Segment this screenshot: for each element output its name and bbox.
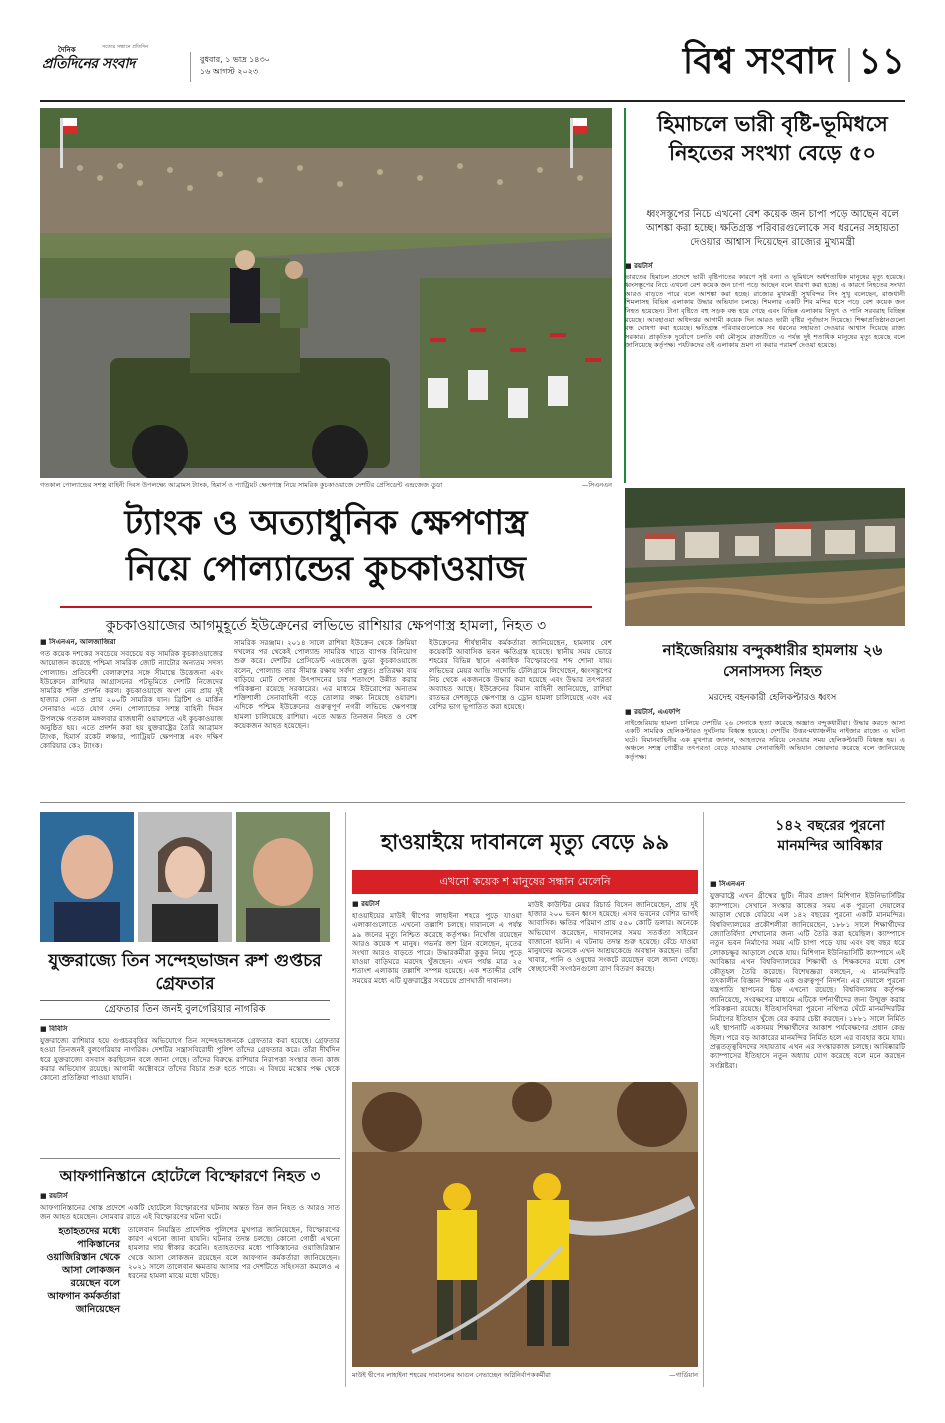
- himachal-body: [625, 262, 905, 482]
- nigeria-body-text: নাইজেরিয়ায় হামলা চালিয়ে দেশটির ২৬ সেনাকে হত্যা করেছে অজ্ঞাত বন্দুকধারীরা। উদ্ধার করতে আসা একটি সামরিক হেলিকপ্টারও দুর্ঘটনায় বিধ্বস্ত হয়েছে। দেশটির উত্তর-মধ্যাঞ্চলীয় নাইজার রাজ্যে এ ঘটনা ঘটে। বিমানবাহিনীর এক মুখপাত্র জানান, আহতদের সরিয়ে নেওয়ার সময় হেলিকপ্টারটি বিধ্বস্ত হয়। এ অঞ্চলে সশস্ত্র গোষ্ঠীর তৎপরতা বেড়ে যাওয়ায় সেনাবাহিনী অভিযান জোরদার করেছে বলে জানিয়েছে কর্তৃপক্ষ।: [625, 718, 905, 761]
- afghan-body-top: আফগানিস্তানের খোস্ত প্রদেশে একটি হোটেলে বিস্ফোরণের ঘটনায় অন্তত তিন জন নিহত ও আরও সাত জন আহত হয়েছেন। সোমবার রাতে এই বিস্ফোরণের ঘটনা ঘটে।: [40, 1203, 340, 1220]
- afghan-top: [40, 1192, 340, 1220]
- hawaii-subhead: এখনো কয়েক শ মানুষের সন্ধান মেলেনি: [439, 875, 611, 888]
- himachal-headline: হিমাচলে ভারী বৃষ্টি-ভূমিধসে নিহতের সংখ্যা বেড়ে ৫০: [657, 112, 888, 165]
- hawaii-col-2: মাউই কাউন্টির মেয়র রিচার্ড বিসেন জানিয়েছেন, প্রায় দুই হাজার ২০০ ভবন ধ্বংস হয়েছে। এসব ভবনের বেশির ভাগই আবাসিক। ক্ষতির পরিমাণ প্রায় ৫৫০ কোটি ডলার। অনেকে অভিযোগ করেছেন, দাবানলের সময় সতর্কতা সাইরেন বাজানো হয়নি। এ ঘটনায় তদন্ত শুরু হয়েছে। বেঁচে যাওয়া মানুষদের অনেকে এখন আশ্রয়কেন্দ্রে অবস্থান করছেন। তাঁরা খাবার, পানি ও ওষুধের সংকটে রয়েছেন বলে জানা গেছে। স্বেচ্ছাসেবী সংগঠনগুলো ত্রাণ বিতরণ করছে।: [528, 900, 698, 974]
- lead-headline-line2: নিয়ে পোল্যান্ডের কুচকাওয়াজ: [126, 549, 526, 589]
- lead-col-2: সামরিক সরঞ্জাম। ২০১৪ সালে রাশিয়া ইউক্রেন থেকে ক্রিমিয়া দখলের পর থেকেই পোল্যান্ড সামরিক খাতে ব্যাপক বিনিয়োগ শুরু করে। দেশটির প্রেসিডেন্ট এন্দ্রজেজ ডুডা কুচকাওয়াজে বলেন, পোল্যান্ড তার সীমান্ত রক্ষায় সর্বদা প্রস্তুত। প্রতিরক্ষা ব্যয় বাড়িয়ে মোট দেশজ উৎপাদনের চার শতাংশে উন্নীত করার পরিকল্পনা রয়েছে সরকারের। এর মাধ্যমে ইউরোপের অন্যতম শক্তিশালী সেনাবাহিনী গড়ে তোলার লক্ষ্য নিয়েছে ওয়ারশ। এদিকে পশ্চিম ইউক্রেনের গুরুত্বপূর্ণ নগরী লভিভে ক্ষেপণাস্ত্র হামলা চালিয়েছে রাশিয়া। এতে অন্তত তিনজন নিহত ও বেশ কয়েকজন আহত হয়েছেন।: [234, 638, 417, 730]
- nigeria-deck: মরদেহ বহনকারী হেলিকপ্টারও ধ্বংস: [708, 693, 837, 703]
- uk-spies-byline: ■ বিবিসি: [40, 1025, 340, 1034]
- observatory-body: [710, 880, 905, 1385]
- observatory-byline: ■ সিএনএন: [710, 880, 905, 889]
- issue-date-line2: ১৬ আগস্ট ২০২৩: [200, 67, 259, 76]
- section-divider: [40, 802, 905, 803]
- lead-subhead: কুচকাওয়াজের আগমুহূর্তে ইউক্রেনের লভিভে রাশিয়ার ক্ষেপণাস্ত্র হামলা, নিহত ৩: [105, 618, 547, 634]
- himachal-deck: ধ্বংসস্তূপের নিচে এখনো বেশ কয়েক জন চাপা পড়ে আছেন বলে আশঙ্কা করা হচ্ছে। ক্ষতিগ্রস্ত পরিবারগুলোকে সব ধরনের সহায়তা দেওয়ার আশ্বাস দিয়েছেন রাজ্যের মুখ্যমন্ত্রী: [645, 209, 900, 248]
- lead-body: [40, 638, 612, 798]
- masthead-rule: [40, 100, 905, 102]
- lead-byline: ■ সিএনএন, আলজাজিরা: [40, 638, 223, 647]
- nigeria-byline: ■ রয়টার্স, এএফপি: [625, 708, 905, 717]
- uk-spies-subhead: গ্রেফতার তিন জনই বুলগেরিয়ার নাগরিক: [104, 1004, 266, 1015]
- lead-headline-line1: ট্যাংক ও অত্যাধুনিক ক্ষেপণাস্ত্র: [124, 503, 528, 543]
- issue-date: [200, 54, 270, 78]
- issue-date-line1: বুধবার, ১ ভাদ্র ১৪৩০: [200, 55, 270, 64]
- page-number-divider: [848, 48, 850, 82]
- lead-rule: [60, 606, 592, 608]
- masthead: [40, 30, 905, 100]
- observatory-headline: ১৪২ বছরের পুরনো মানমন্দির আবিষ্কার: [775, 818, 885, 854]
- logo-main: প্রতিদিনের সংবাদ: [42, 56, 135, 72]
- afghan-body: তালেবান নিয়ন্ত্রিত প্রাদেশিক পুলিশের মুখপাত্র জানিয়েছেন, বিস্ফোরণের কারণ এখনো জানা যায়নি। ঘটনার তদন্ত চলছে। কোনো গোষ্ঠী এখনো হামলার দায় স্বীকার করেনি। হতাহতদের মধ্যে পাকিস্তানের ওয়াজিরিস্তান থেকে আসা লোকজন রয়েছেন বলে আফগান কর্মকর্তারা জানিয়েছেন। ২০২১ সালে তালেবান ক্ষমতায় আসার পর দেশটিতে সহিংসতা কমলেও এ ধরনের হামলা মাঝে মধ্যে ঘটছে।: [128, 1225, 340, 1281]
- himachal-body-text: ভারতের হিমাচল প্রদেশে ভারী বৃষ্টিপাতের কারণে সৃষ্ট বন্যা ও ভূমিধসে অর্ধশতাধিক মানুষের মৃত্যু হয়েছে। ধ্বংসস্তূপের নিচে এখনো বেশ কয়েক জন চাপা পড়ে আছেন বলে ধারণা করা হচ্ছে। এ কারণে নিহতের সংখ্যা আরও বাড়তে পারে বলে আশঙ্কা করা হচ্ছে। রাজ্যের মুখ্যমন্ত্রী সুখবিন্দর সিং সুখু বলেছেন, রাজধানী শিমলাসহ বিভিন্ন এলাকায় উদ্ধার অভিযান চলছে। শিমলার একটি শিব মন্দির ধসে পড়ে বেশ কয়েক জন নিহত হয়েছেন। টানা বৃষ্টিতে বহু সড়ক বন্ধ হয়ে গেছে এবং বিভিন্ন এলাকায় বিদ্যুৎ ও পানি সরবরাহ বিচ্ছিন্ন রয়েছে। আবহাওয়া অধিদপ্তর আগামী কয়েক দিন আরও ভারী বৃষ্টির পূর্বাভাস দিয়েছে। শিক্ষাপ্রতিষ্ঠানগুলো বন্ধ ঘোষণা করা হয়েছে। ক্ষতিগ্রস্ত পরিবারগুলোকে সব ধরনের সহায়তা দেওয়ার আশ্বাস দিয়েছে রাজ্য সরকার। প্রাকৃতিক দুর্যোগে চলতি বর্ষা মৌসুমে রাজ্যটিতে এ পর্যন্ত দুই শতাধিক মানুষের মৃত্যু হয়েছে বলে জানিয়েছে কর্তৃপক্ষ। পর্যটকদের ওই এলাকায় ভ্রমণ না করার পরামর্শ দেওয়া হয়েছে।: [625, 272, 905, 350]
- lead-caption-credit: —সিএনএন: [581, 481, 612, 489]
- uk-spies-headline: যুক্তরাজ্যে তিন সন্দেহভাজন রুশ গুপ্তচর গ্রেফতার: [48, 951, 322, 994]
- uk-spies-body-text: যুক্তরাজ্যে রাশিয়ার হয়ে গুপ্তচরবৃত্তির অভিযোগে তিন সন্দেহভাজনকে গ্রেফতার করা হয়েছে। গ্রেফতার হওয়া তিনজনই বুলগেরিয়ার নাগরিক। দেশটির সন্ত্রাসবিরোধী পুলিশ তাঁদের গ্রেফতার করে। তাঁরা দীর্ঘদিন ধরে যুক্তরাজ্যে বসবাস করছিলেন বলে জানা গেছে। তাঁদের বিরুদ্ধে রাশিয়ার নিরাপত্তা সংস্থার জন্য কাজ করার অভিযোগ রয়েছে। আগামী অক্টোবরে তাঁদের বিচার শুরু হতে পারে। এ বিষয়ে মস্কোর পক্ষ থেকে কোনো প্রতিক্রিয়া পাওয়া যায়নি।: [40, 1036, 340, 1083]
- afghan-byline: ■ রয়টার্স: [40, 1192, 340, 1201]
- suspects-photos: [40, 812, 330, 942]
- logo-small: দৈনিক: [58, 46, 76, 54]
- wildfire-caption: [352, 1370, 698, 1381]
- hawaii-byline: ■ রয়টার্স: [352, 900, 522, 909]
- lead-photo-caption: [40, 480, 612, 492]
- hawaii-subhead-bar: [352, 870, 698, 894]
- hawaii-col1-text: হাওয়াইয়ের মাউই দ্বীপের লাহাইনা শহরে পুড়ে যাওয়া এলাকাগুলোতে এখনো তল্লাশি চলছে। দাবানলে এ পর্যন্ত ৯৯ জনের মৃত্যু নিশ্চিত করেছে কর্তৃপক্ষ। নিখোঁজ রয়েছেন আরও কয়েক শ মানুষ। গভর্নর জশ গ্রিন বলেছেন, মৃতের সংখ্যা আরও বাড়তে পারে। উদ্ধারকর্মীরা কুকুর নিয়ে পুড়ে যাওয়া বাড়িঘরে মরদেহ খুঁজছেন। এখন পর্যন্ত মাত্র ২৫ শতাংশ এলাকায় তল্লাশি সম্পন্ন হয়েছে। এক শতাব্দীর বেশি সময়ের মধ্যে এটি যুক্তরাষ্ট্রের সবচেয়ে প্রাণঘাতী দাবানল।: [352, 911, 522, 985]
- afghan-pullquote: হতাহতদের মধ্যে পাকিস্তানের ওয়াজিরিস্তান থেকে আসা লোকজন রয়েছেন বলে আফগান কর্মকর্তারা জানিয়েছেন: [46, 1226, 120, 1315]
- observatory-body-text: যুক্তরাষ্ট্রে এখন গ্রীষ্মের ছুটি। নীরব প্রাঙ্গণ মিশিগান ইউনিভার্সিটির ক্যাম্পাসে। সেখানে সংস্কার কাজের সময় এক পুরনো দেয়ালের আড়াল থেকে বেরিয়ে এল ১৪২ বছরের পুরনো একটি মানমন্দির। বিশ্ববিদ্যালয়ের প্রকৌশলীরা জানিয়েছেন, ১৮৮১ সালে শিক্ষার্থীদের জ্যোতির্বিদ্যা শেখানোর জন্য এটি তৈরি করা হয়েছিল। ক্যাম্পাসে নতুন ভবন নির্মাণের সময় এটি চাপা পড়ে যায় এবং বহু বছর ধরে লোকচক্ষুর আড়ালে থেকে যায়। মিশিগান ইউনিভার্সিটি ক্যাম্পাসে এই আবিষ্কার এখন বিশ্ববিদ্যালয়ের শিক্ষার্থী ও শিক্ষকদের মধ্যে বেশ কৌতূহল তৈরি করেছে। বিশেষজ্ঞরা বলছেন, এ মানমন্দিরটি তৎকালীন বিজ্ঞান শিক্ষার এক গুরুত্বপূর্ণ নিদর্শন। এর দেয়ালে পুরনো যন্ত্রপাতি স্থাপনের চিহ্ন এখনো রয়েছে। বিশ্ববিদ্যালয় কর্তৃপক্ষ জানিয়েছে, সংরক্ষণের মাধ্যমে এটিকে দর্শনার্থীদের জন্য উন্মুক্ত করার পরিকল্পনা রয়েছে। ইতিহাসবিদরা পুরনো নথিপত্র ঘেঁটে মানমন্দিরটির নির্মাণের ইতিহাস খুঁজে বের করার চেষ্টা করছেন। ১৮৮১ সালে নির্মিত এই স্থাপনাটি একসময় শিক্ষার্থীদের আকাশ পর্যবেক্ষণের প্রধান কেন্দ্র ছিল। পরে বড় আকারের মানমন্দির নির্মিত হলে এর ব্যবহার কমে যায়। প্রত্নতত্ত্ববিদদের সহায়তায় এখন এর সংস্কারকাজ চলছে। আবিষ্কারটি ক্যাম্পাসের ইতিহাসে নতুন অধ্যায় যোগ করেছে বলে মনে করছেন সংশ্লিষ্টরা।: [710, 891, 905, 1070]
- wildfire-caption-text: মাউই দ্বীপের লাহাইনা শহরের দাবানলের আগুন নেভাচ্ছেন অগ্নিনির্বাপককর্মীরা: [352, 1371, 551, 1379]
- wildfire-photo: [352, 1082, 698, 1367]
- observatory-rule-left: [703, 812, 704, 1387]
- flood-photo: [625, 488, 905, 626]
- logo: [42, 44, 182, 84]
- afghan-rule: [40, 1158, 340, 1159]
- hawaii-rule-left: [345, 812, 346, 1387]
- hawaii-col-1: [352, 900, 522, 1078]
- nigeria-body: [625, 708, 905, 798]
- flood-image: [625, 488, 905, 626]
- section-title: [683, 34, 835, 94]
- page-number: ১১: [858, 41, 905, 82]
- parade-photo: [40, 108, 612, 478]
- wildfire-caption-credit: —গার্ডিয়ান: [669, 1371, 698, 1379]
- firefighters-image: [352, 1082, 698, 1367]
- logo-tagline: সত্যের সন্ধানে প্রতিদিন: [102, 44, 149, 50]
- afghan-headline: আফগানিস্তানে হোটেলে বিস্ফোরণে নিহত ৩: [59, 1167, 321, 1185]
- lead-caption-text: গতকাল পোল্যান্ডের সশস্ত্র বাহিনী দিবস উপলক্ষ্যে আব্রামস ট্যাংক, হিমার্স ও প্যাট্রিয়ট ক্ষেপণাস্ত্র নিয়ে সামরিক কুচকাওয়াজে দেশটির প্রেসিডেন্ট এন্দ্রজেজ ডুডা: [40, 481, 443, 489]
- section-name: বিশ্ব সংবাদ: [682, 41, 835, 82]
- lead-col-1: [40, 638, 223, 798]
- uk-spies-subhead-box: [40, 1000, 330, 1020]
- himachal-byline: ■ রয়টার্স: [625, 262, 905, 271]
- suspect-portraits: [40, 812, 330, 942]
- hawaii-headline: হাওয়াইয়ে দাবানলে মৃত্যু বেড়ে ৯৯: [381, 830, 669, 854]
- masthead-divider: [190, 52, 191, 82]
- nigeria-headline: নাইজেরিয়ায় বন্দুকধারীর হামলায় ২৬ সেনাসদস্য নিহত: [662, 641, 883, 680]
- lead-col1-text: গত কয়েক দশকের সবচেয়ে সবচেয়ে বড় সামরিক কুচকাওয়াজের আয়োজন করেছে পশ্চিমা সামরিক জোট ন্যাটোর অন্যতম সদস্য পোল্যান্ড। প্রতিবেশী বেলারুশের সঙ্গে সীমান্তে উত্তেজনা এবং ইউক্রেনে রাশিয়ার আগ্রাসনের পটভূমিতে দেশটি নিজেদের সামরিক শক্তি প্রদর্শন করল। কুচকাওয়াজে অংশ নেয় প্রায় দুই হাজার সেনা ও প্রায় ২০০টি সামরিক যান। ব্রিটিশ ও মার্কিন সেনারাও এতে যোগ দেন। পোল্যান্ডের সশস্ত্র বাহিনী দিবস উপলক্ষে গতকাল মঙ্গলবার রাজধানী ওয়ারশতে এই কুচকাওয়াজ অনুষ্ঠিত হয়। এতে প্রদর্শন করা হয় যুক্তরাষ্ট্রের তৈরি আব্রামস ট্যাংক, হিমার্স রকেট লঞ্চার, প্যাট্রিয়ট ক্ষেপণাস্ত্র এবং দক্ষিণ কোরিয়ার কে২ ট্যাংক।: [40, 649, 223, 751]
- lead-headline: [40, 500, 612, 592]
- lead-photo: [40, 108, 612, 478]
- uk-spies-body: [40, 1025, 340, 1155]
- lead-col-3: ইউক্রেনের শীর্ষস্থানীয় কর্মকর্তারা জানিয়েছেন, হামলায় বেশ কয়েকটি আবাসিক ভবন ক্ষতিগ্রস্ত হয়েছে। স্থানীয় সময় ভোরে শহরের বিভিন্ন স্থানে একাধিক বিস্ফোরণের শব্দ শোনা যায়। লভিভের মেয়র আন্দ্রি সাদোভি টেলিগ্রামে লিখেছেন, ধ্বংসস্তূপের নিচ থেকে একজনকে উদ্ধার করা হয়েছে এবং উদ্ধার তৎপরতা অব্যাহত আছে। ইউক্রেনের বিমান বাহিনী জানিয়েছে, রাশিয়া রাতভর দেশজুড়ে ক্ষেপণাস্ত্র ও ড্রোন হামলা চালিয়েছে এবং এর বেশির ভাগ ভূপাতিত করা হয়েছে।: [429, 638, 612, 712]
